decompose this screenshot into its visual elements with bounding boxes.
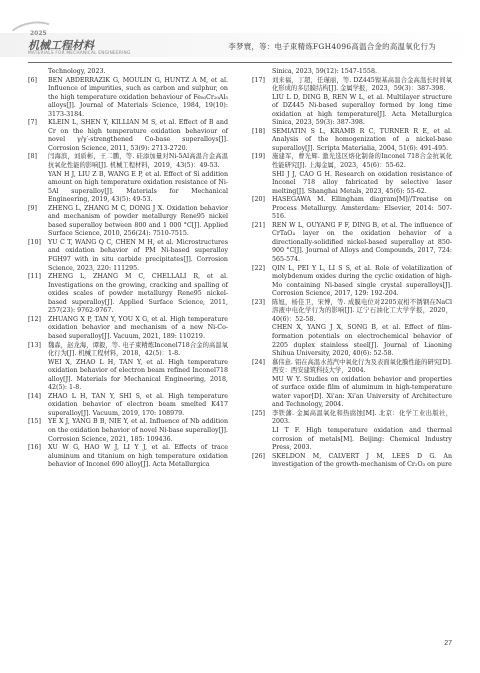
reference-number [28,171,48,205]
reference-entry [28,77,228,120]
reference-text: LIU L D, DING B, REN W L, et al. Multilayer structure of DZ445 Ni-based superalloy formed by long time oxidation at high temperature[J]. Acta Metallurgica Sinica, 2023, 59(3): 387-398. [272,93,452,127]
reference-entry [252,171,452,197]
reference-list-left [28,77,228,470]
reference-text: 陈旭，杨佳卫，宋博，等. 成膜电位对2205双相不锈钢在NaCl溶液中电化学行为的影响[J]. 辽宁石油化工大学学报，2020，40(6)：52-58. [272,298,452,323]
reference-text: YE X J, YANG B B, NIE Y, et al. Influence of Nb addition on the oxidation behavior of novel Ni-base superalloy[J]. Corrosion Science, 2021, 185: 109436. [48,418,228,443]
reference-text: HASEGAWA M. Ellingham diagram[M]//Treatise on Process Metallurgy. Amsterdam: Elsevier, 2014: 507-516. [272,196,452,221]
reference-text: SHI J J, CAO G H. Research on oxidation resistance of Inconel 718 alloy fabricated by selective laser melting[J]. Shanghai Metals, 2023, 45(6): 55-62. [272,170,452,195]
reference-number: [25] [252,409,265,417]
reference-number: [22] [252,264,265,272]
reference-number [252,427,272,453]
reference-entry [28,342,228,359]
reference-text: ZHENG L, ZHANG M C, DONG J X. Oxidation behavior and mechanism of powder metallurgy Rene95 nickel based superalloy between 800 and 1 000 °C[J]. Applied Surface Science, 2010, 256(24): 7510-7515. [48,204,228,238]
reference-text: 李铁藩. 金属高温氧化和热腐蚀[M]. 北京：化学工业出版社，2003. [272,409,452,426]
reference-number: [17] [252,76,265,84]
reference-text: SEMIATIN S L, KRAMB R C, TURNER R E, et al. Analysis of the homogenization of a nickel-base superalloy[J]. Scripta Materialia, 2004, 51(6): 491-495. [272,127,452,152]
reference-number: [19] [252,153,265,161]
reference-number: [7] [28,119,37,127]
reference-number [252,94,272,128]
reference-text: XU W G, HAO W J, LI Y J, et al. Effects of trace aluminum and titanium on high temperature oxidation behavior of Inconel 690 alloy[J]. Acta Metallurgica [48,444,228,469]
reference-entry [28,153,228,170]
reference-entry [28,239,228,273]
reference-entry [252,128,452,154]
reference-text: QIN L, PEI Y L, LI S S, et al. Role of volatilization of molybdenum oxides during the cyclic oxidation of high-Mo containing Ni-based single crystal superalloys[J]. Corrosion Science, 2017, 129: 192-204. [272,264,452,298]
reference-text: ZHENG L, ZHANG M C, CHELLALI R, et al. Investigations on the growing, cracking and spalling of oxides scales of powder metallurgy Rene95 nickel-based superalloy[J]. Applied Surface Science, 2011, 257(23): 9762-9767. [48,273,228,315]
reference-number: [20] [252,196,265,204]
reference-text: 慕伟意. 铝在高温水蒸汽中氧化行为及表面氧化膜性能的研究[D]. 西安：西安建筑科技大学，2004. [272,358,452,375]
journal-header [0,0,480,62]
reference-text: 闫海滨，刘质彬，王二鹏，等. 硅添加量对Ni-5Al高温合金高温抗氧化性能的影响[J]. 机械工程材料，2019，43(5)：49-53. [48,153,228,170]
reference-number [28,359,48,393]
reference-number: [23] [252,298,265,306]
reference-entry [252,427,452,453]
reference-entry [28,418,228,444]
reference-number: [14] [28,392,41,400]
reference-entry [28,119,228,153]
header-rule [28,62,452,63]
reference-text: YU C T, WANG Q C, CHEN M H, et al. Microstructures and oxidation behavior of PM Ni-based superalloy FGH97 with in situ carbide precipitates[J]. Corrosion Science, 2023, 220: 111295. [48,238,228,272]
reference-number: [26] [252,452,265,460]
journal-title-en: MATERIALS FOR MECHANICAL ENGINEERING [28,51,131,56]
reference-number [252,324,272,358]
reference-entry [252,265,452,299]
reference-entry [252,324,452,358]
reference-text: LI T F. High temperature oxidation and thermal corrosion of metals[M]. Beijing: Chemical Industry Press, 2003. [272,426,452,452]
reference-entry [252,376,452,410]
reference-text: MU W Y. Studies on oxidation behavior and properties of surface oxide film of aluminum in high-temperature water vapor[D]. Xi'an: Xi'an University of Architecture and Technology, 2004. [272,375,452,409]
reference-number: [21] [252,221,265,229]
reference-text: CHEN X, YANG J X, SONG B, et al. Effect of film-formation potentials on electrochemical behavior of 2205 duplex stainless steel[J]. Journal of Liaoning Shihua University, 2020, 40(6): 52-58. [272,324,452,358]
reference-continuation: Sinica, 2023, 59(12): 1547-1558. [272,68,377,75]
reference-entry [252,453,452,470]
reference-number: [13] [28,341,41,349]
reference-entry [252,299,452,325]
reference-entry [252,359,452,376]
reference-list-right [252,77,452,470]
reference-entry [28,316,228,342]
reference-entry [252,153,452,170]
reference-text: ZHAO L H, TAN Y, SHI S, et al. High temperature oxidation behavior of electron beam smelted K417 superalloy[J]. Vacuum, 2019, 170: 108979. [48,392,228,417]
journal-title-cn: 机械工程材料 [28,39,94,52]
reference-text: SKELDON M, CALVERT J M, LEES D G. An investigation of the growth-mechanism of Cr₂O₃ on pure [272,452,452,469]
reference-entry [252,196,452,222]
reference-text: WEI X, ZHAO L H, TAN Y, et al. High temperature oxidation behavior of electron beam refined Inconel718 alloy[J]. Materials for Mechanical Engineering, 2018, 42(5): 1-8. [48,358,228,392]
reference-entry [252,94,452,128]
reference-text: 魏森，赵龙海，谭毅，等. 电子束精炼Inconel718合金的高温氧化行为[J]. 机械工程材料，2018，42(5)：1-8. [48,341,228,358]
reference-text: 施建军，曹光辉. 激光选区熔化制备的Inconel 718合金抗氧化性能研究[J]. 上海金属，2023，45(6)：55-62. [272,153,452,170]
reference-number: [24] [252,358,265,366]
logo-year: 2025 [30,30,47,37]
reference-number: [11] [28,273,41,281]
reference-column-right [252,68,452,470]
reference-text: BEN ABDERRAZIK G, MOULIN G, HUNTZ A M, et al. Influence of impurities, such as carbon and sulphur, on the high temperature oxidation behaviour of Fe₈₀Cr₂₀Al₅ alloys[J]. Journal of Materials Science, 1984, 19(10): 3173-3184. [48,76,228,118]
reference-text: 刘来福，丁超，任瑾丽，等. DZ445镍基高温合金高温长时间氧化形成的多层膜结构[J]. 金属学报，2023，59(3)：387-398. [272,76,452,93]
reference-text: KLEIN L, SHEN Y, KILLIAN M S, et al. Effect of B and Cr on the high temperature oxidation behaviour of novel γ/γ′-strengthened Co-base superalloys[J]. Corrosion Science, 2011, 53(9): 2713-2720. [48,119,228,152]
reference-number [252,171,272,197]
reference-entry [28,205,228,239]
reference-number: [18] [252,127,265,135]
reference-entry [28,393,228,419]
reference-number: [8] [28,153,37,161]
reference-text: YAN H J, LIU Z B, WANG E P, et al. Effect of Si addition amount on high temperature oxidation resistance of Ni-5Al superalloy[J]. Materials for Mechanical Engineering, 2019, 43(5): 49-53. [48,170,228,204]
reference-entry [28,359,228,393]
reference-entry [28,444,228,470]
reference-number: [9] [28,204,37,212]
reference-column-left [28,68,228,470]
reference-entry [252,222,452,265]
reference-number: [15] [28,418,41,426]
reference-entry [28,273,228,316]
reference-number: [12] [28,315,41,323]
page-number: 27 [444,640,452,647]
reference-text: ZHUANG X P, TAN Y, YOU X G, et al. High temperature oxidation behavior and mechanism of a new Ni-Co-based superalloy[J]. Vacuum, 2021, 189: 110219. [48,315,228,340]
reference-number: [6] [28,76,37,84]
reference-text: REN W L, OUYANG F F, DING B, et al. The influence of CrTaO₄ layer on the oxidation behavior of a directionally-solidified nickel-based superalloy at 850-900 °C[J]. Journal of Alloys and Compounds, 2017, 724: 565-574. [272,221,452,264]
reference-continuation: Technology, 2023. [48,68,106,75]
reference-entry [252,77,452,94]
reference-number [252,376,272,410]
reference-number: [16] [28,444,41,452]
running-head: 李梦寰，等：电子束精炼FGH4096高温合金的高温氧化行为 [228,42,436,51]
reference-entry [28,171,228,205]
reference-entry [252,410,452,427]
reference-number: [10] [28,238,41,246]
